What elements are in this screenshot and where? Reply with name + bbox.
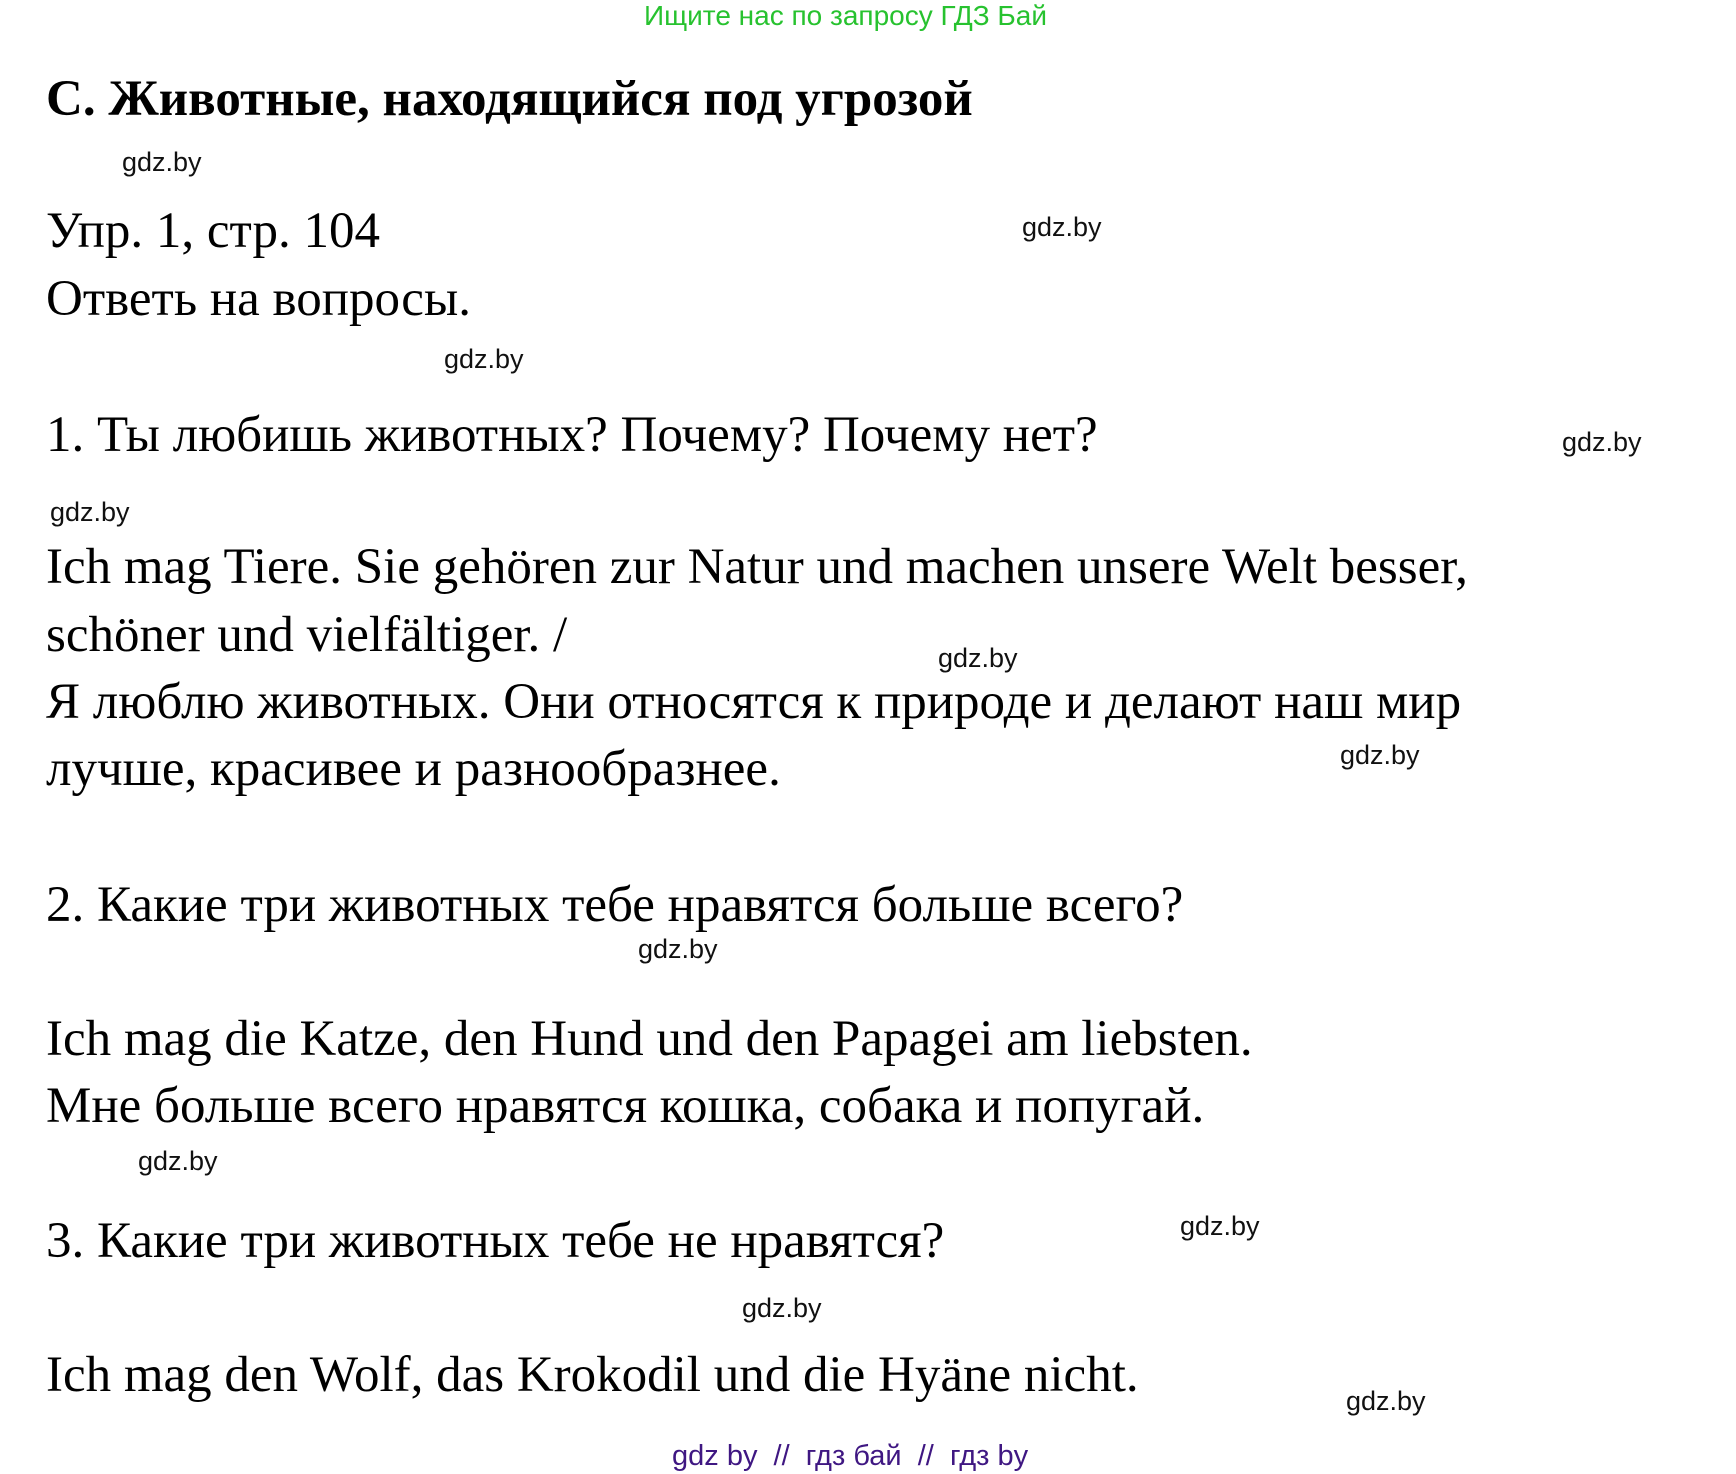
footer-links: gdz by // гдз бай // гдз by [672, 1440, 1029, 1472]
watermark: gdz.by [138, 1146, 218, 1176]
watermark: gdz.by [50, 497, 130, 527]
watermark: gdz.by [742, 1293, 822, 1323]
watermark: gdz.by [1180, 1211, 1260, 1241]
watermark: gdz.by [1022, 212, 1102, 242]
search-hint: Ищите нас по запросу ГДЗ Бай [644, 0, 1048, 31]
watermark: gdz.by [1340, 740, 1420, 770]
answer-1-line-1: Ich mag Tiere. Sie gehören zur Natur und machen unsere Welt besser, [46, 539, 1468, 595]
answer-2-line-2: Мне больше всего нравятся кошка, собака и попугай. [46, 1078, 1205, 1134]
answer-2-line-1: Ich mag die Katze, den Hund und den Papagei am liebsten. [46, 1011, 1253, 1067]
answer-1-line-2: schöner und vielfältiger. / [46, 607, 568, 663]
exercise-instruction: Ответь на вопросы. [46, 271, 471, 327]
watermark: gdz.by [122, 147, 202, 177]
question-1: 1. Ты любишь животных? Почему? Почему нет? [46, 407, 1098, 463]
watermark: gdz.by [444, 344, 524, 374]
watermark: gdz.by [938, 643, 1018, 673]
answer-1-line-3: Я люблю животных. Они относятся к природе и делают наш мир [46, 674, 1462, 730]
watermark: gdz.by [638, 934, 718, 964]
watermark: gdz.by [1346, 1386, 1426, 1416]
watermark: gdz.by [1562, 427, 1642, 457]
answer-3-line-1: Ich mag den Wolf, das Krokodil und die Hyäne nicht. [46, 1347, 1139, 1403]
answer-1-line-4: лучше, красивее и разнообразнее. [46, 741, 781, 797]
question-2: 2. Какие три животных тебе нравятся больше всего? [46, 877, 1184, 933]
question-3: 3. Какие три животных тебе не нравятся? [46, 1213, 945, 1269]
exercise-label: Упр. 1, стр. 104 [46, 203, 380, 259]
section-title: C. Животные, находящийся под угрозой [46, 71, 973, 127]
